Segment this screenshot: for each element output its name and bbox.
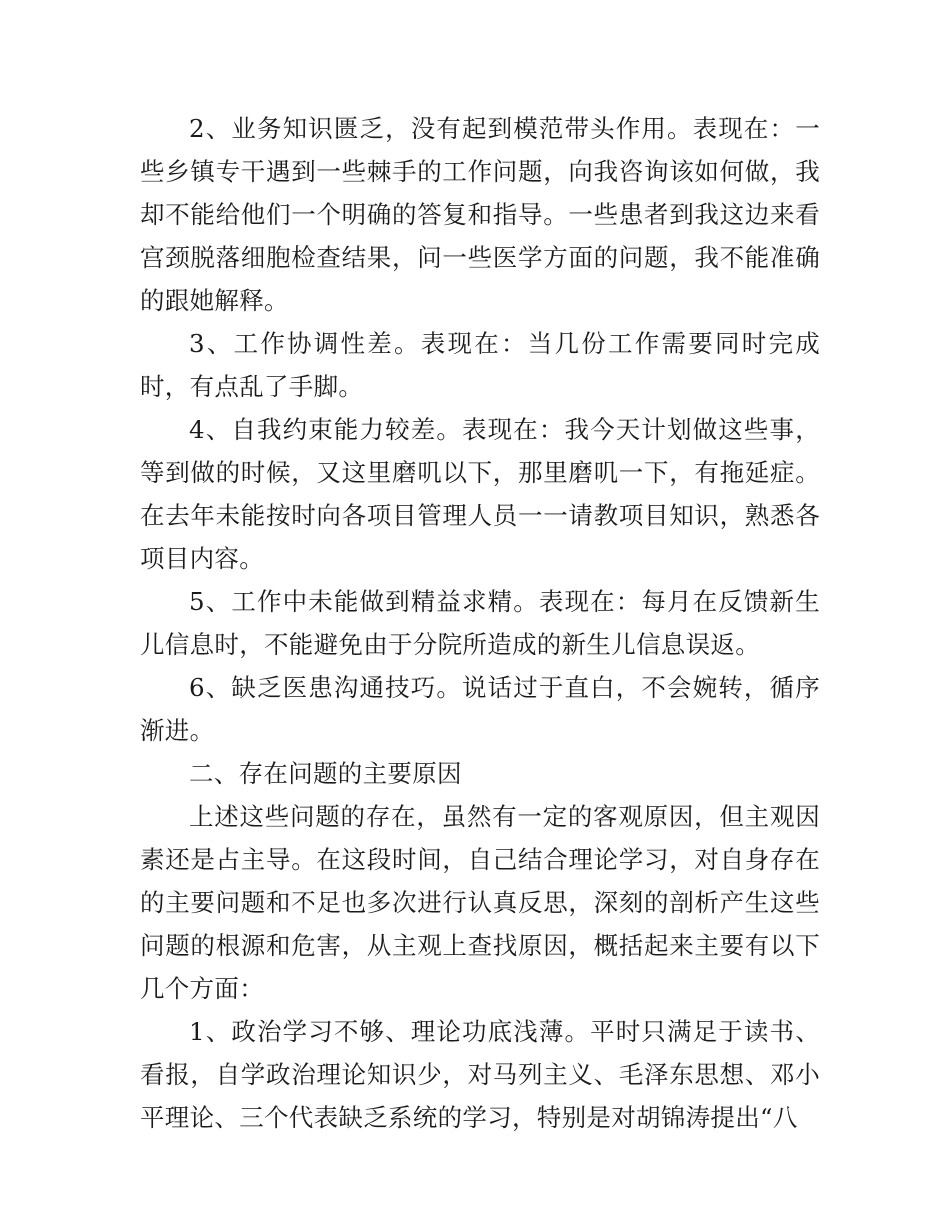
- paragraph-item-5-excellence: 5、工作中未能做到精益求精。表现在：每月在反馈新生儿信息时，不能避免由于分院所造成的新生儿信息误返。: [140, 587, 820, 659]
- document-body: [140, 107, 820, 1139]
- paragraph-causes-intro: 上述这些问题的存在，虽然有一定的客观原因，但主观因素还是占主导。在这段时间，自己结合理论学习，对自身存在的主要问题和不足也多次进行认真反思，深刻的剖析产生这些问题的根源和危害，从主观上查找原因，概括起来主要有以下几个方面：: [140, 802, 820, 1003]
- paragraph-cause-1-political-study: 1、政治学习不够、理论功底浅薄。平时只满足于读书、看报，自学政治理论知识少，对马列主义、毛泽东思想、邓小平理论、三个代表缺乏系统的学习，特别是对胡锦涛提出“八: [140, 1017, 820, 1132]
- paragraph-item-3-coordination: 3、工作协调性差。表现在：当几份工作需要同时完成时，有点乱了手脚。: [140, 329, 820, 401]
- paragraph-item-2-knowledge: 2、业务知识匮乏，没有起到模范带头作用。表现在：一些乡镇专干遇到一些棘手的工作问题，向我咨询该如何做，我却不能给他们一个明确的答复和指导。一些患者到我这边来看宫颈脱落细胞检查结果，问一些医学方面的问题，我不能准确的跟她解释。: [140, 114, 820, 315]
- section-heading: 二、存在问题的主要原因: [189, 759, 462, 788]
- paragraph-item-6-communication: 6、缺乏医患沟通技巧。说话过于直白，不会婉转，循序渐进。: [140, 673, 820, 745]
- paragraph-item-4-self-discipline: 4、自我约束能力较差。表现在：我今天计划做这些事，等到做的时候，又这里磨叽以下，那里磨叽一下，有拖延症。在去年未能按时向各项目管理人员一一请教项目知识，熟悉各项目内容。: [140, 415, 820, 573]
